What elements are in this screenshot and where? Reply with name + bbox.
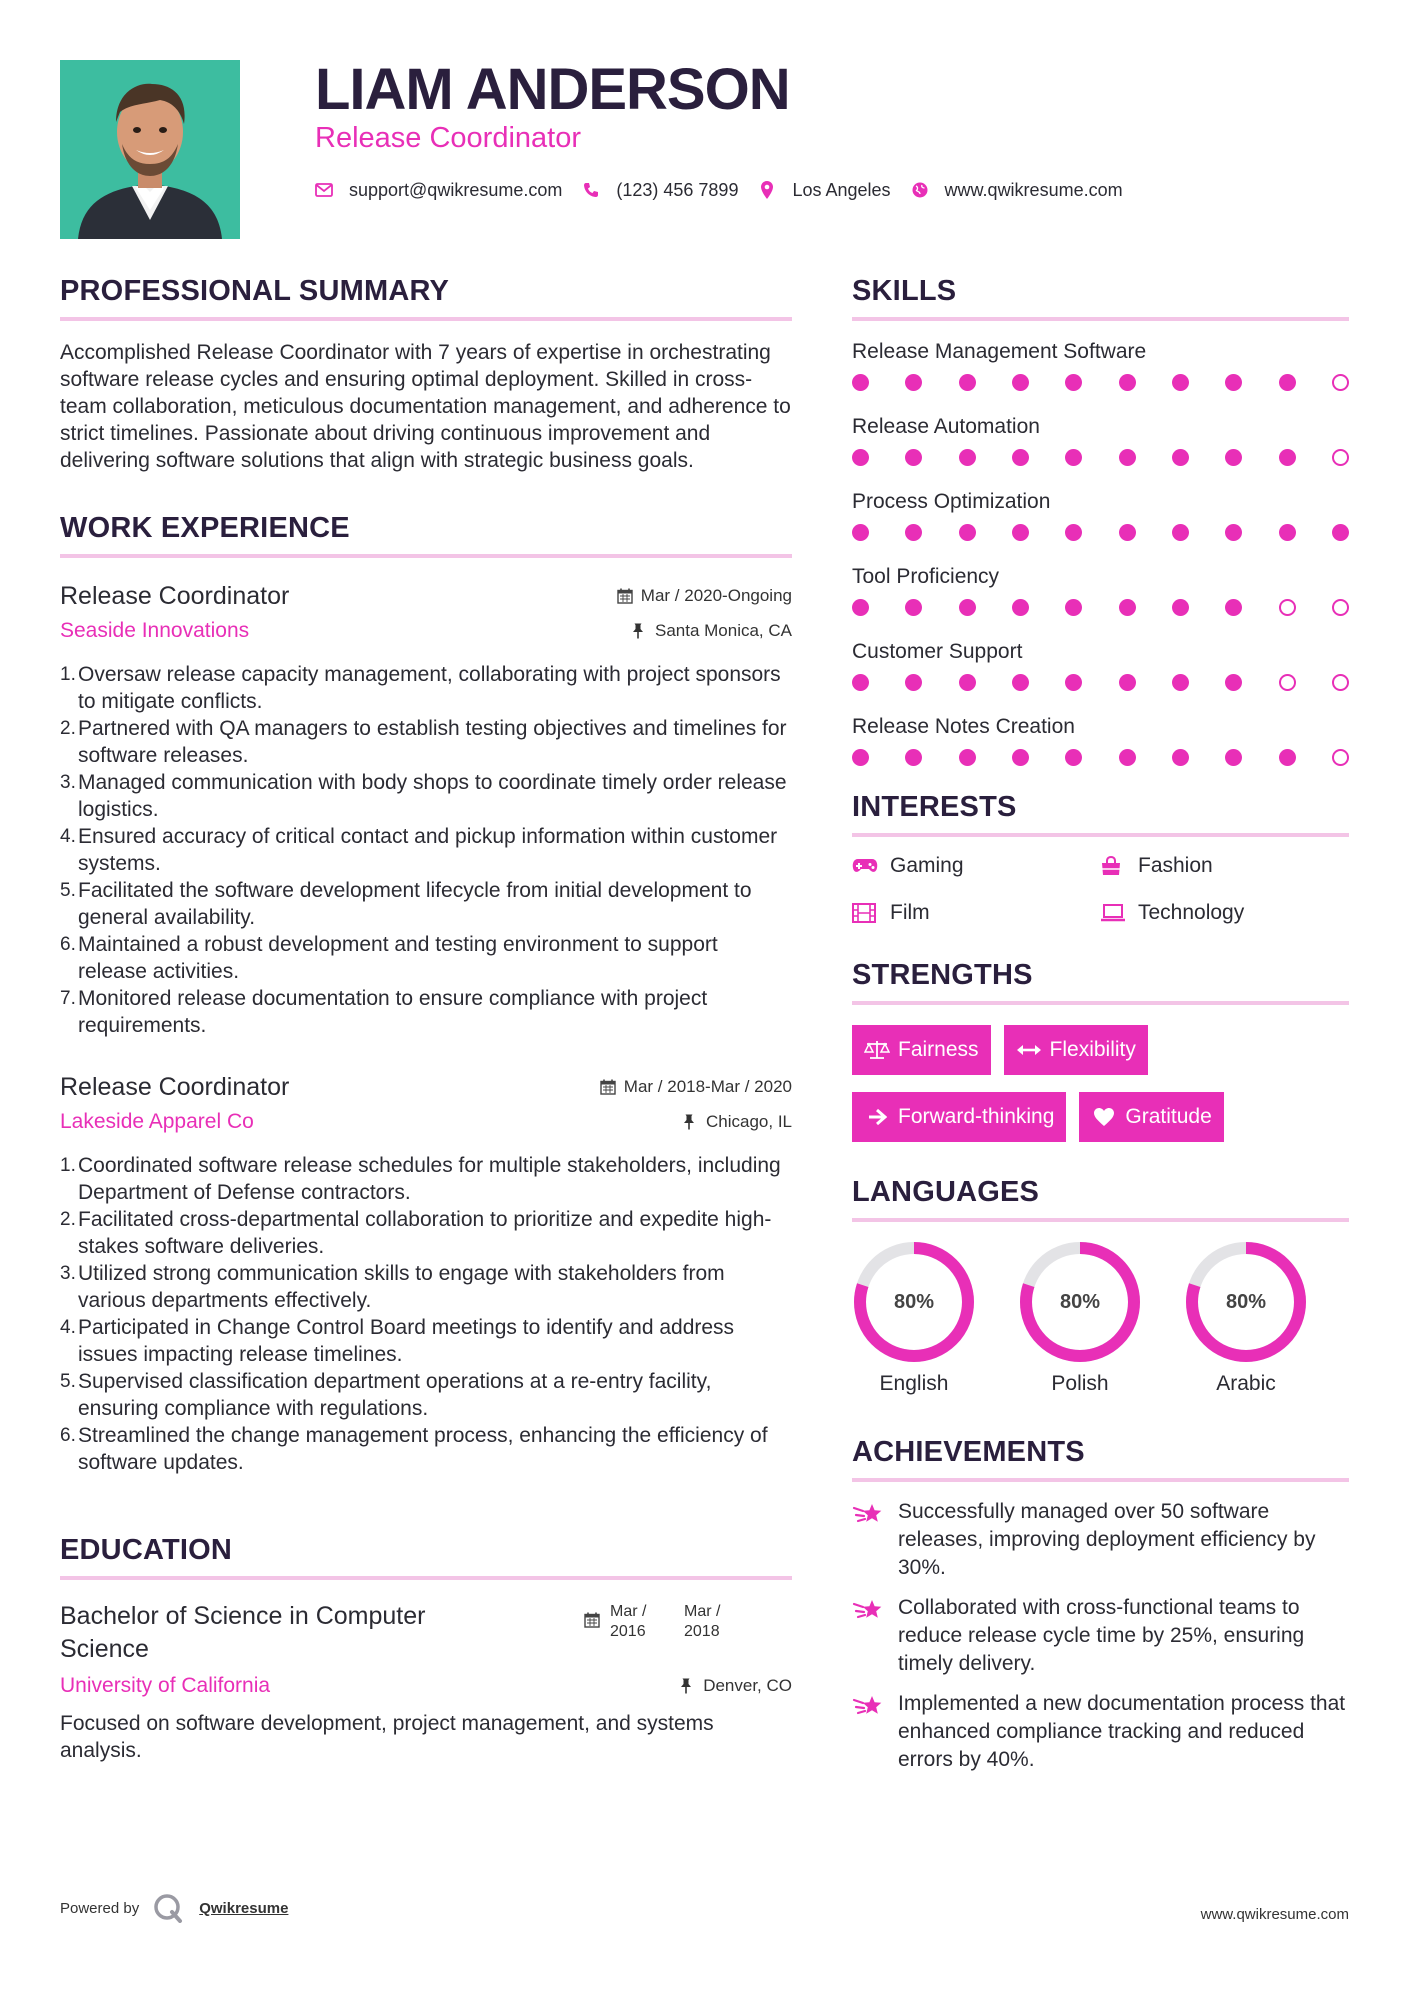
strength-chip (852, 1025, 991, 1075)
rating-dot-filled (1065, 374, 1082, 391)
laptop-icon (1100, 902, 1126, 924)
rating-dot-empty (1332, 449, 1349, 466)
rating-dot-filled (1172, 599, 1189, 616)
skill-name: Release Automation (852, 415, 1040, 438)
job-date-text: Mar / 2020-Ongoing (640, 586, 792, 605)
strength-label: Fairness (898, 1038, 979, 1061)
school-name: University of California (60, 1674, 271, 1697)
rating-dot-filled (1012, 599, 1029, 616)
contact-phone-text: (123) 456 7899 (616, 179, 739, 200)
job-bullet: 2. Facilitated cross-departmental collaboration to prioritize and expedite high-stakes software deliveries. (60, 1208, 772, 1258)
rating-dot-filled (1065, 599, 1082, 616)
right-column (852, 275, 1349, 1786)
education-location (679, 1676, 792, 1696)
job-bullet: 6. Maintained a robust development and testing environment to support release activities. (60, 933, 718, 983)
skill-item (852, 489, 1349, 564)
rating-dot-filled (1172, 449, 1189, 466)
interest-item (852, 849, 1100, 882)
skill-item (852, 714, 1349, 789)
rating-dot-filled (1012, 749, 1029, 766)
qwikresume-logo-icon (153, 1893, 183, 1923)
pushpin-icon (682, 1114, 698, 1130)
contact-location (758, 180, 890, 201)
rating-dot-filled (905, 599, 922, 616)
job-bullet: 4. Participated in Change Control Board meetings to identify and address issues impacting release timelines. (60, 1316, 735, 1366)
achievement-item (852, 1498, 1349, 1582)
footer-branding (60, 1893, 288, 1923)
job-title: Release Coordinator (60, 582, 290, 610)
job-bullet: 7. Monitored release documentation to ensure compliance with project requirements. (60, 987, 708, 1037)
achievement-text: Implemented a new documentation process that enhanced compliance tracking and reduced errors by 40%. (898, 1692, 1346, 1771)
job-entry (60, 1073, 792, 1476)
shopping-bag-icon (1100, 855, 1126, 877)
rating-dot-filled (1225, 374, 1242, 391)
globe-icon (911, 181, 929, 199)
achievements-list (852, 1498, 1349, 1774)
calendar-icon (600, 1079, 616, 1095)
candidate-role: Release Coordinator (315, 122, 581, 154)
rating-dot-filled (1172, 674, 1189, 691)
job-bullet: 5. Supervised classification department operations at a re-entry facility, ensuring compliance with regulations. (60, 1370, 712, 1420)
rating-dot-filled (905, 449, 922, 466)
brand-link[interactable]: Qwikresume (199, 1899, 289, 1917)
strengths-heading: STRENGTHS (852, 959, 1349, 1005)
shooting-star-icon (852, 1594, 886, 1624)
envelope-icon (315, 181, 333, 199)
interests-heading: INTERESTS (852, 791, 1349, 837)
rating-dot-filled (959, 599, 976, 616)
skills-heading: SKILLS (852, 275, 1349, 321)
rating-dot-filled (1332, 524, 1349, 541)
interest-item (1100, 849, 1348, 882)
rating-dot-filled (852, 599, 869, 616)
rating-dot-filled (1065, 524, 1082, 541)
language-percent: 80% (893, 1290, 935, 1313)
balance-scale-icon (864, 1039, 890, 1061)
rating-dot-filled (1172, 374, 1189, 391)
skill-rating (852, 374, 1349, 391)
film-icon (852, 902, 878, 924)
summary-text: Accomplished Release Coordinator with 7 years of expertise in orchestrating software release cycles and ensuring optimal deployment. Skilled in cross-team collaboration, meticulous documentation management, and adherence to strict timelines. Passionate about driving continuous improvement and delivering software solutions that align with strategic business goals. (60, 341, 791, 472)
achievements-heading: ACHIEVEMENTS (852, 1436, 1349, 1482)
interests-list (852, 849, 1349, 929)
job-bullet: 2. Partnered with QA managers to establish testing objectives and timelines for software releases. (60, 717, 787, 767)
interest-label: Gaming (890, 853, 964, 877)
interest-label: Fashion (1138, 853, 1213, 877)
rating-dot-filled (1119, 674, 1136, 691)
company-name: Seaside Innovations (60, 619, 250, 642)
language-ring (852, 1240, 976, 1364)
shooting-star-icon (852, 1498, 886, 1528)
rating-dot-filled (852, 749, 869, 766)
rating-dot-filled (1225, 524, 1242, 541)
education-end: Mar / 2018 (684, 1603, 721, 1640)
rating-dot-empty (1279, 674, 1296, 691)
shooting-star-icon (852, 1690, 886, 1720)
profile-photo (60, 60, 240, 239)
rating-dot-filled (1279, 449, 1296, 466)
interest-item (1100, 896, 1348, 929)
languages-heading: LANGUAGES (852, 1176, 1349, 1222)
job-title: Release Coordinator (60, 1073, 290, 1101)
skill-rating (852, 674, 1349, 691)
rating-dot-filled (959, 524, 976, 541)
footer-url[interactable]: www.qwikresume.com (1200, 1906, 1349, 1923)
rating-dot-filled (1119, 524, 1136, 541)
contact-phone[interactable] (582, 180, 738, 201)
location-pin-icon (758, 181, 776, 199)
rating-dot-filled (905, 674, 922, 691)
rating-dot-filled (1225, 674, 1242, 691)
rating-dot-filled (959, 674, 976, 691)
education-description: Focused on software development, project management, and systems analysis. (60, 1712, 714, 1762)
language-item (1018, 1240, 1142, 1396)
job-bullet: 3. Managed communication with body shops to coordinate timely order release logistics. (60, 771, 787, 821)
contact-bar (315, 177, 1143, 203)
language-name: English (879, 1372, 949, 1395)
rating-dot-filled (1172, 749, 1189, 766)
rating-dot-empty (1332, 374, 1349, 391)
language-ring (1184, 1240, 1308, 1364)
heart-icon (1091, 1106, 1117, 1128)
skill-rating (852, 449, 1349, 466)
candidate-name: LIAM ANDERSON (315, 57, 790, 122)
rating-dot-filled (852, 449, 869, 466)
skill-item (852, 414, 1349, 489)
job-date-text: Mar / 2018-Mar / 2020 (623, 1077, 792, 1096)
skill-name: Release Management Software (852, 340, 1147, 363)
rating-dot-filled (1225, 749, 1242, 766)
gamepad-icon (852, 855, 878, 877)
achievement-text: Collaborated with cross-functional teams to reduce release cycle time by 25%, ensuring timely delivery. (898, 1596, 1305, 1675)
job-location (631, 621, 792, 641)
education-start: Mar / 2016 (610, 1603, 647, 1640)
skill-item (852, 564, 1349, 639)
job-bullet: 1. Oversaw release capacity management, collaborating with project sponsors to mitigate conflicts. (60, 663, 781, 713)
job-date (617, 586, 792, 606)
contact-website[interactable] (911, 180, 1123, 201)
job-location (682, 1112, 792, 1132)
strength-chip (852, 1092, 1066, 1142)
skill-name: Process Optimization (852, 490, 1051, 513)
skills-list (852, 339, 1349, 789)
skill-item (852, 339, 1349, 414)
degree-title: Bachelor of Science in Computer Science (60, 1602, 426, 1663)
skill-rating (852, 524, 1349, 541)
strength-label: Flexibility (1049, 1038, 1136, 1061)
job-bullet: 3. Utilized strong communication skills to engage with stakeholders from various departments effectively. (60, 1262, 725, 1312)
rating-dot-filled (1119, 599, 1136, 616)
language-percent: 80% (1225, 1290, 1267, 1313)
language-name: Polish (1051, 1372, 1109, 1395)
rating-dot-filled (1119, 374, 1136, 391)
rating-dot-filled (1065, 749, 1082, 766)
job-bullet: 1. Coordinated software release schedules for multiple stakeholders, including Department of Defense contractors. (60, 1154, 781, 1204)
skill-name: Customer Support (852, 640, 1023, 663)
contact-email[interactable] (315, 180, 562, 201)
job-bullet: 5. Facilitated the software development lifecycle from initial development to general availability. (60, 879, 752, 929)
rating-dot-filled (1012, 449, 1029, 466)
job-date (600, 1077, 792, 1097)
rating-dot-filled (959, 749, 976, 766)
pushpin-icon (679, 1678, 695, 1694)
rating-dot-filled (1065, 674, 1082, 691)
rating-dot-empty (1332, 674, 1349, 691)
rating-dot-filled (905, 749, 922, 766)
rating-dot-empty (1332, 749, 1349, 766)
job-location-text: Santa Monica, CA (654, 621, 792, 640)
rating-dot-filled (1279, 749, 1296, 766)
rating-dot-filled (1172, 524, 1189, 541)
interest-item (852, 896, 1100, 929)
education-location-text: Denver, CO (703, 1676, 792, 1695)
rating-dot-empty (1279, 599, 1296, 616)
rating-dot-filled (852, 374, 869, 391)
rating-dot-filled (852, 524, 869, 541)
arrow-right-icon (864, 1106, 890, 1128)
rating-dot-filled (852, 674, 869, 691)
achievement-text: Successfully managed over 50 software releases, improving deployment efficiency by 30%. (898, 1500, 1316, 1579)
contact-website-text: www.qwikresume.com (944, 179, 1123, 200)
powered-by-label: Powered by (60, 1899, 140, 1917)
strength-label: Forward-thinking (898, 1105, 1055, 1128)
phone-icon (582, 181, 600, 199)
rating-dot-filled (1012, 374, 1029, 391)
interest-label: Film (890, 900, 930, 924)
work-heading: WORK EXPERIENCE (60, 512, 792, 558)
interest-label: Technology (1138, 900, 1245, 924)
skill-name: Tool Proficiency (852, 565, 1000, 588)
achievement-item (852, 1690, 1349, 1774)
arrows-horizontal-icon (1016, 1039, 1042, 1061)
strengths-list (852, 1025, 1349, 1142)
rating-dot-empty (1332, 599, 1349, 616)
education-dates (584, 1602, 758, 1642)
company-name: Lakeside Apparel Co (60, 1110, 254, 1133)
language-item (1184, 1240, 1308, 1396)
language-ring (1018, 1240, 1142, 1364)
calendar-icon (617, 588, 633, 604)
job-bullets (60, 661, 792, 1039)
rating-dot-filled (905, 374, 922, 391)
rating-dot-filled (1119, 449, 1136, 466)
rating-dot-filled (1279, 524, 1296, 541)
rating-dot-filled (1225, 449, 1242, 466)
calendar-icon (584, 1612, 600, 1628)
language-percent: 80% (1059, 1290, 1101, 1313)
job-bullet: 6. Streamlined the change management process, enhancing the efficiency of software updates. (60, 1424, 768, 1474)
summary-heading: PROFESSIONAL SUMMARY (60, 275, 792, 321)
skill-rating (852, 599, 1349, 616)
languages-list (852, 1240, 1349, 1396)
language-name: Arabic (1216, 1372, 1276, 1395)
achievement-item (852, 1594, 1349, 1678)
skill-item (852, 639, 1349, 714)
pushpin-icon (631, 623, 647, 639)
contact-email-text: support@qwikresume.com (349, 179, 563, 200)
language-item (852, 1240, 976, 1396)
rating-dot-filled (1225, 599, 1242, 616)
job-entry (60, 582, 792, 1039)
rating-dot-filled (1119, 749, 1136, 766)
skill-name: Release Notes Creation (852, 715, 1075, 738)
rating-dot-filled (905, 524, 922, 541)
strength-label: Gratitude (1125, 1105, 1212, 1128)
job-bullet: 4. Ensured accuracy of critical contact and pickup information within customer systems. (60, 825, 778, 875)
job-bullets (60, 1152, 792, 1476)
rating-dot-filled (959, 374, 976, 391)
skill-rating (852, 749, 1349, 766)
strength-chip (1079, 1092, 1223, 1142)
contact-location-text: Los Angeles (792, 179, 891, 200)
education-entry (60, 1600, 792, 1764)
rating-dot-filled (1065, 449, 1082, 466)
rating-dot-filled (1012, 524, 1029, 541)
rating-dot-filled (1012, 674, 1029, 691)
education-heading: EDUCATION (60, 1534, 792, 1580)
left-column (60, 275, 792, 1764)
job-location-text: Chicago, IL (706, 1112, 792, 1131)
rating-dot-filled (1279, 374, 1296, 391)
rating-dot-filled (959, 449, 976, 466)
strength-chip (1004, 1025, 1148, 1075)
